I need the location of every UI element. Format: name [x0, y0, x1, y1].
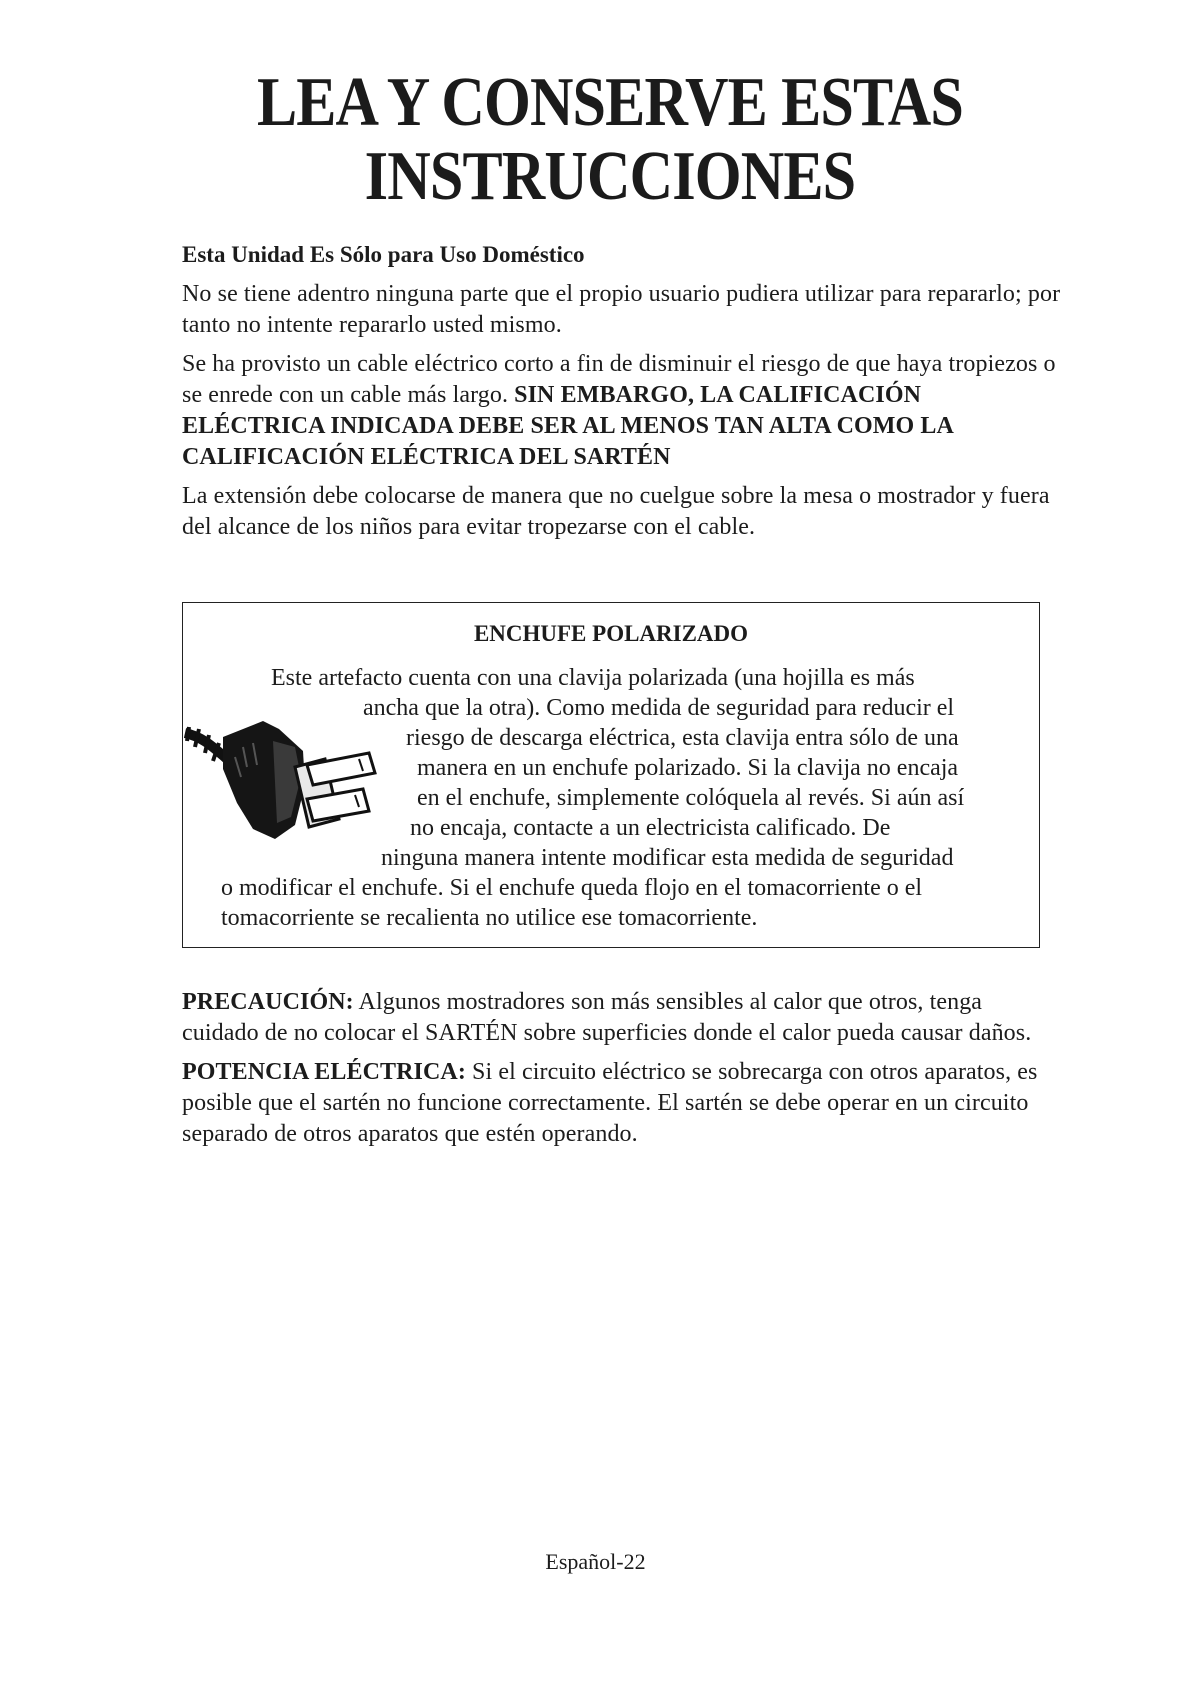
extension-cord-paragraph: La extensión debe colocarse de manera que no cuelgue sobre la mesa o mostrador y fuera del alcance de los niños para evitar tropezarse con el cable. [182, 483, 1050, 540]
polarized-line-3: riesgo de descarga eléctrica, esta clavija entra sólo de una [406, 725, 959, 751]
polarized-line-4: manera en un enchufe polarizado. Si la clavija no encaja [417, 755, 959, 781]
electrical-rating-warning: SIN EMBARGO, LA CALIFICACIÓN ELÉCTRICA INDICADA DEBE SER AL MENOS TAN ALTA COMO LA CALIFICACIÓN ELÉCTRICA DEL SARTÉN [182, 382, 953, 470]
polarized-plug-box [182, 602, 1040, 948]
short-cord-paragraph [182, 349, 1062, 473]
caution-section [182, 987, 1062, 1158]
polarized-plug-title: ENCHUFE POLARIZADO [473, 621, 749, 646]
polarized-line-8: o modificar el enchufe. Si el enchufe queda flojo en el tomacorriente o el [221, 875, 923, 901]
polarized-line-1: Este artefacto cuenta con una clavija polarizada (una hojilla es más [271, 665, 915, 691]
page-title-line-2: INSTRUCCIONES [364, 138, 856, 215]
caution-label: PRECAUCIÓN: [182, 989, 354, 1015]
polarized-line-2: ancha que la otra). Como medida de seguridad para reducir el [363, 695, 955, 721]
caution-text: Algunos mostradores son más sensibles al calor que otros, tenga cuidado de no colocar el SARTÉN sobre superficies donde el calor pueda causar daños. [182, 989, 1032, 1046]
power-text: Si el circuito eléctrico se sobrecarga con otros aparatos, es posible que el sartén no funcione correctamente. El sartén se debe operar en un circuito separado de otros aparatos que estén operando. [182, 1059, 1038, 1147]
power-paragraph [182, 1057, 1062, 1150]
no-user-serviceable-parts-paragraph: No se tiene adentro ninguna parte que el propio usuario pudiera utilizar para repararlo; por tanto no intente repararlo usted mismo. [182, 281, 1061, 338]
polarized-line-6: no encaja, contacte a un electricista calificado. De [410, 815, 891, 841]
intro-section [182, 240, 1062, 551]
polarized-plug-icon [183, 707, 403, 847]
page-number: Español-22 [545, 1549, 646, 1574]
polarized-line-5: en el enchufe, simplemente colóquela al revés. Si aún así [417, 785, 965, 811]
power-label: POTENCIA ELÉCTRICA: [182, 1059, 466, 1085]
polarized-line-9: tomacorriente se recalienta no utilice ese tomacorriente. [221, 905, 758, 931]
page-title [214, 66, 1005, 214]
page-title-line-1: LEA Y CONSERVE ESTAS [256, 64, 964, 141]
caution-paragraph [182, 987, 1062, 1049]
polarized-line-7: ninguna manera intente modificar esta medida de seguridad [381, 845, 954, 871]
short-cord-text: Se ha provisto un cable eléctrico corto a fin de disminuir el riesgo de que haya tropiezos o se enrede con un cable más largo. [182, 351, 1056, 408]
household-use-heading: Esta Unidad Es Sólo para Uso Doméstico [182, 242, 585, 267]
